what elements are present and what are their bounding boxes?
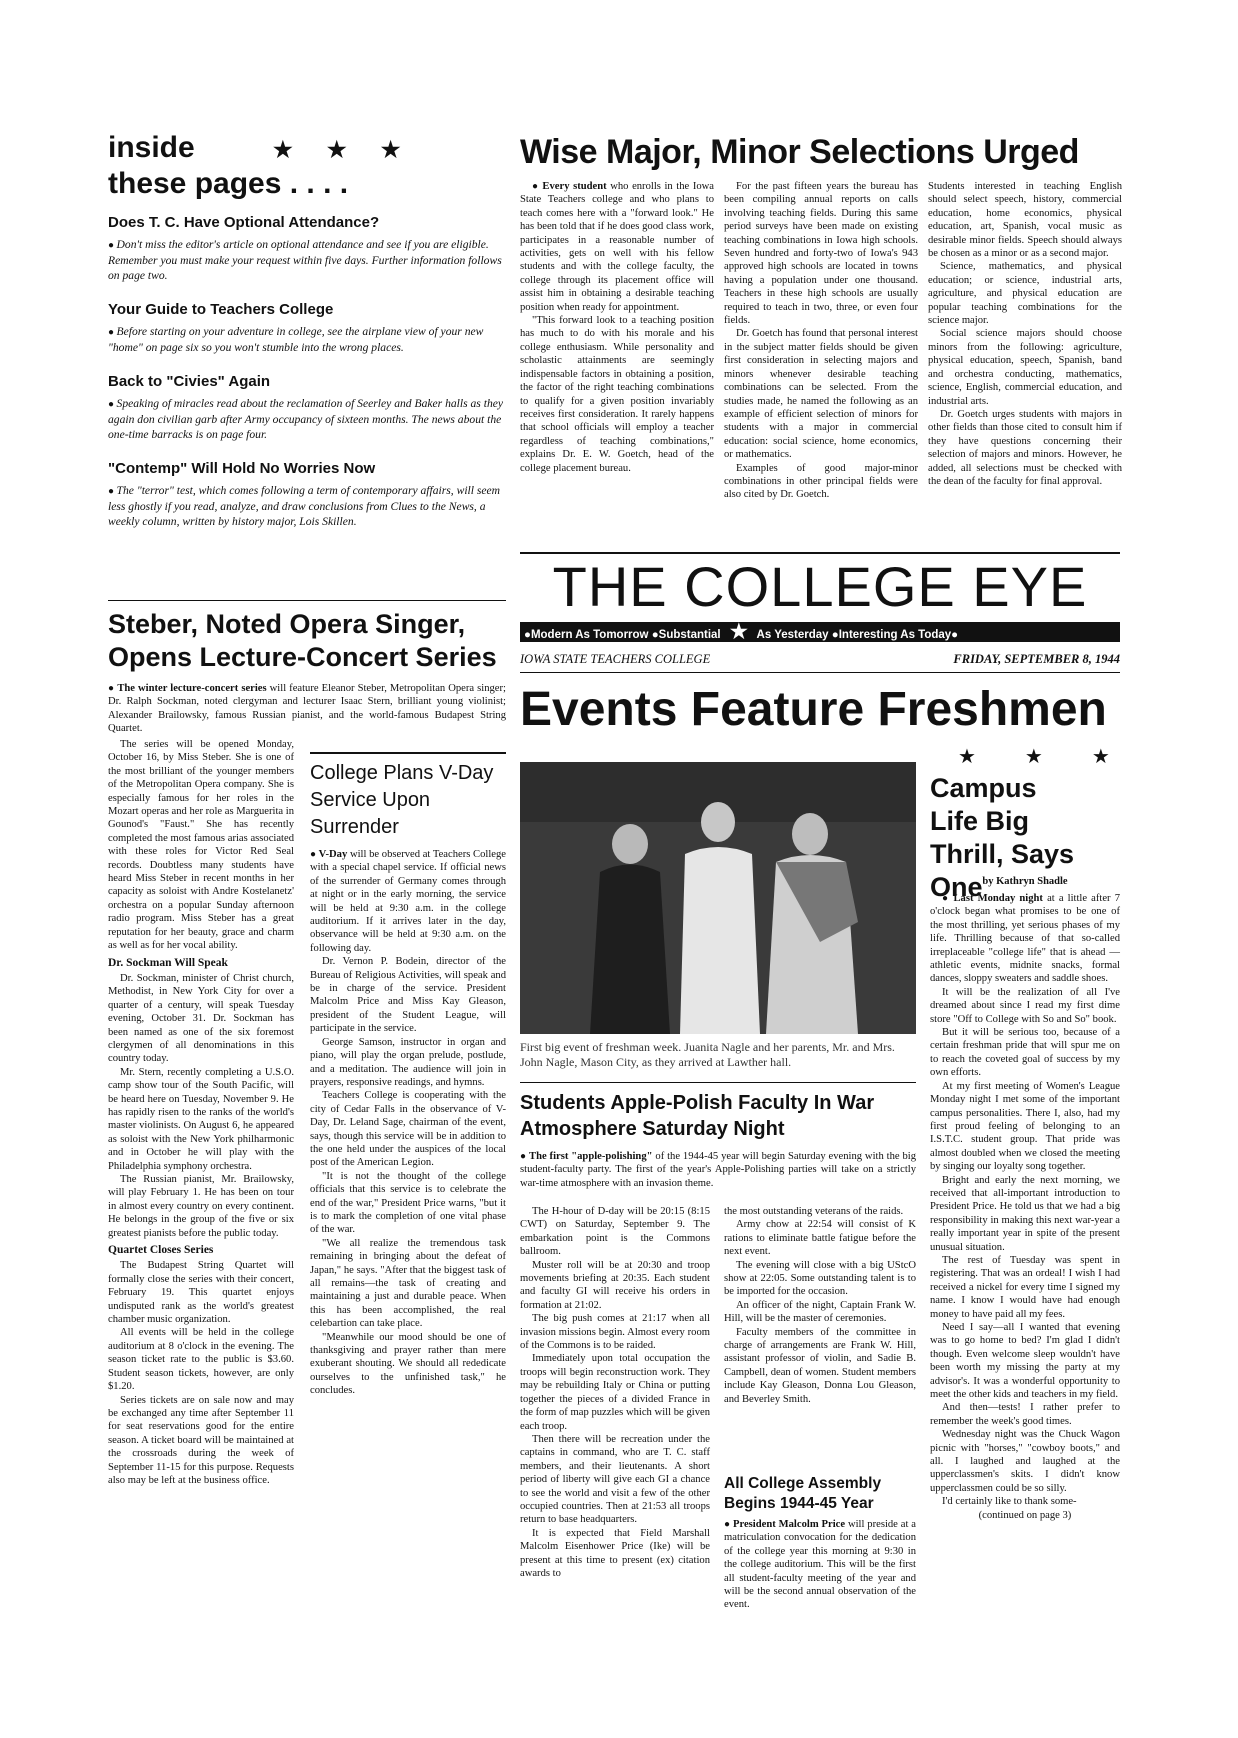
campus-p9: I'd certainly like to thank some-: [942, 1496, 1077, 1508]
inside-item-text: ● Before starting on your adventure in college, see the airplane view of your new "home" on page six so you won't stumble into the wrong places.: [108, 324, 506, 355]
apple-c2p1: the most outstanding veterans of the raids.: [724, 1206, 904, 1217]
masthead-title: THE COLLEGE EYE: [552, 555, 1088, 618]
steber-lead: [108, 682, 506, 736]
wise-col3-p2: Science, mathematics, and physical education; or science, industrial arts, agriculture, and physical education are popular teaching combinations for the science major.: [928, 261, 1122, 327]
inside-item-text: ● The "terror" test, which comes following a term of contemporary affairs, will seem less ghostly if you read, analyze, and draw conclusions from Clues to the News, a weekly column, written by history major, Lois Skillen.: [108, 483, 506, 529]
masthead-date: FRIDAY, SEPTEMBER 8, 1944: [953, 652, 1120, 666]
inside-item-heading: Back to "Civies" Again: [108, 373, 271, 390]
wise-col3-p1: Students interested in teaching English should select speech, history, commercial education, home economics, physical education, art, Spanish, vocal music as desirable minor fields. Speech should always be chosen as a minor or as a second major.: [928, 181, 1122, 260]
steber-p4: The Russian pianist, Mr. Brailowsky, will play February 1. He has been on tour in almost every country on every continent. He belongs in the group of the five or six greatest pianists before the public today.: [108, 1174, 294, 1239]
campus-byline: by Kathryn Shadle: [982, 876, 1068, 887]
wise-col-2: [724, 180, 918, 502]
apple-p4: Immediately upon total occupation the troops will begin reconstruction work. They may be rebuilding Italy or China or putting together the pieces of a divided France in the form of map puzzles which will be given each troop.: [520, 1353, 710, 1432]
wise-col-1: [520, 180, 714, 475]
assembly-lead-bold: ● President Malcolm Price: [724, 1519, 845, 1530]
steber-lead-bold: ● The winter lecture-concert series: [108, 683, 267, 694]
steber-headline: Steber, Noted Opera Singer, Opens Lecture-Concert Series: [108, 609, 497, 672]
vday-p6: "Meanwhile our mood should be one of thanksgiving and prayer rather than mere exuberant shouting. We should all rededicate ourselves to the unfinished task," he concludes.: [310, 1331, 506, 1397]
campus-body: [930, 892, 1120, 1522]
masthead-star-icon: ★: [729, 622, 748, 642]
wise-col-3: [928, 180, 1122, 488]
vday-p1: Dr. Vernon P. Bodein, director of the Bureau of Religious Activities, will speak and be in charge of the service. President Malcolm Price and Miss Kay Gleason, president of the Student League, will participate in the service.: [310, 956, 506, 1035]
wise-col3-p3: Social science majors should choose minors from the following: agriculture, physical education, speech, Spanish, band and orchestra conducting, mathematics, science, English, commercial education, and industrial arts.: [928, 328, 1122, 407]
inside-box: [108, 132, 506, 529]
vday-p3: Teachers College is cooperating with the city of Cedar Falls in the observance of V-Day, Dr. Leland Sage, chairman of the event, says, though this service will be in addition to the one held under the auspices of the local post of the American Legion.: [310, 1090, 506, 1169]
apple-p6: It is expected that Field Marshall Malcolm Eisenhower Price (Ike) will be present at this time to present (ex) citation awards to: [520, 1527, 710, 1579]
wise-col1-text: who enrolls in the Iowa State Teachers college and who plans to teach comes here with a "forward look." He has been told that if he does good class work, participates in a reasonable number of activities, gets on well with his fellow students and with the college faculty, the college through its placement office will assist him in obtaining a desirable teaching position when ready for appointment.: [520, 181, 715, 313]
inside-item-1: [108, 214, 506, 283]
inside-item-heading: Your Guide to Teachers College: [108, 301, 334, 318]
apple-headline: Students Apple-Polish Faculty In War Atmosphere Saturday Night: [520, 1092, 875, 1140]
campus-continued: (continued on page 3): [978, 1509, 1072, 1521]
wise-col2-p1: For the past fifteen years the bureau has been compiling annual reports on calls involving teaching fields. During this same period surveys have been made on existing teaching combinations in Iowa high schools. Seven hundred and forty-two of Iowa's 943 approved high schools are located in towns having a population under one thousand. Teachers in these high schools are usually required to teach in two, three, or even four fields.: [724, 181, 918, 327]
campus-p5: The rest of Tuesday was spent in registering. That was an ordeal! I wish I had received a nickel for every time I signed my name. I know I would have had enough money to have paid all my fees.: [930, 1254, 1120, 1320]
apple-p5: Then there will be recreation under the captains in command, who are T. C. staff members, and their lieutenants. A short period of liberty will give each GI a chance to see the world and visit a few of the other occupied countries. Then at 21:53 all troops return to base headquarters.: [520, 1433, 710, 1526]
apple-p2: Muster roll will be at 20:30 and troop movements briefing at 20:35. Each student and faculty GI will receive his orders in formation at 21:02.: [520, 1259, 710, 1311]
apple-lead: [520, 1150, 916, 1190]
apple-lead-text: of the 1944-45 year will begin Saturday evening with the big student-faculty party. The first of the year's Apple-Polishing parties will take on a strictly war-time atmosphere with an invasion theme.: [520, 1151, 917, 1189]
campus-p8: Wednesday night was the Chuck Wagon picnic with "horses," "cowboy boots," and all. I laughed and laughed at the upperclassmen's skits. I didn't know upperclassmen could be so silly.: [930, 1429, 1120, 1494]
assembly-headline: All College Assembly Begins 1944-45 Year: [724, 1475, 882, 1512]
masthead-motto-left: ●Modern As Tomorrow ●Substantial: [524, 629, 721, 641]
apple-p3: The big push comes at 21:17 when all invasion missions begin. Almost every room of the Commons is to be raided.: [520, 1313, 710, 1352]
campus-p4: Bright and early the next morning, we received that all-important introduction to President Price. He told us that we had a big responsibility in making this next war-year a really important year in spite of the present unusual situation.: [930, 1174, 1120, 1253]
inside-item-text: ● Speaking of miracles read about the reclamation of Seerley and Baker halls as they again don civilian garb after Army occupancy of sixteen months. The news about the one-time barracks is on page four.: [108, 396, 506, 442]
apple-c2p3: The evening will close with a big UStcO show at 22:05. Some outstanding talent is to be imported for the occasion.: [724, 1259, 916, 1298]
apple-col-2: [724, 1205, 916, 1406]
vday-p5: "We all realize the tremendous task remaining in bringing about the defeat of Japan," he says. "After that the biggest task of all remains—the task of creating and maintaining a just and durable peace. When this has been accomplished, the real celebartion can take place.: [310, 1237, 506, 1330]
inside-stars: ★ ★ ★: [273, 137, 415, 162]
apple-rule: [520, 1082, 916, 1083]
steber-col: [108, 738, 294, 1487]
wise-headline: Wise Major, Minor Selections Urged: [520, 133, 1079, 171]
steber-p3: Mr. Stern, recently completing a U.S.O. camp show tour of the South Pacific, will be heard here on Tuesday, November 9. He has rapidly risen to the ranks of the world's master violinists. On August 6, he appeared as soloist with the New York philharmonic and in October he will play with the Philadelphia symphony orchestra.: [108, 1066, 294, 1172]
masthead-motto: [520, 622, 1120, 642]
apple-col-1: [520, 1205, 710, 1580]
campus-p7: And then—tests! I rather prefer to remember the week's good times.: [930, 1402, 1120, 1427]
inside-item-2: [108, 301, 506, 355]
steber-p7: Series tickets are on sale now and may be exchanged any time after September 11 for seat reservations good for the entire season. A ticket board will be maintained at the crossroads during the week of September 11-15 for this purpose. Requests also may be left at the business office.: [108, 1394, 294, 1486]
apple-c2p2: Army chow at 22:54 will consist of K rations to eliminate battle fatigue before the next event.: [724, 1219, 916, 1258]
wise-col3-p4: Dr. Goetch urges students with majors in other fields than those cited to consult him if they have questions concerning their selection of majors and minors. However, he added, all selections must be checked with the dean of the faculty for final approval.: [928, 408, 1122, 487]
campus-lead-bold: ● Last Monday night: [942, 893, 1043, 904]
masthead-motto-right: As Yesterday ●Interesting As Today●: [756, 629, 959, 641]
inside-item-heading: "Contemp" Will Hold No Worries Now: [108, 460, 376, 477]
vday-headline: College Plans V-Day Service Upon Surrender: [310, 762, 494, 838]
inside-title-line2: these pages . . . .: [108, 167, 349, 200]
assembly-lead-text: will preside at a matriculation convocation for the dedication of the college year this morning at 9:30 in the college auditorium. This will be the first all student-faculty meeting of the year and will be the second annual observation of the event.: [724, 1519, 916, 1611]
freshman-photo-figures: [520, 762, 916, 1034]
apple-lead-bold: ● The first "apple-polishing": [520, 1151, 653, 1162]
steber-rule: [108, 600, 506, 601]
wise-lead-bold: ● Every student: [532, 181, 607, 192]
campus-p2: But it will be serious too, because of a certain freshman pride that will spur me on to reach the coveted goal of success by my own efforts.: [930, 1027, 1120, 1079]
events-headline: Events Feature Freshmen: [520, 683, 1107, 736]
vday-lead-bold: ● V-Day: [310, 849, 347, 860]
wise-col2-p3: Examples of good major-minor combinations in other principal fields were also cited by Dr. Goetch.: [724, 462, 918, 501]
inside-title-line1: inside: [108, 131, 195, 164]
campus-p6: Need I say—all I wanted that evening was to go home to bed? I'm glad I didn't though. Even welcome sleep wouldn't have been worth my missing the party at my advisor's. It was a wonderful opportunity to meet the other kids and teachers in my field.: [930, 1322, 1120, 1401]
masthead-rule-bottom: [520, 672, 1120, 673]
vday-body: [310, 848, 506, 1398]
steber-lead-text: will feature Eleanor Steber, Metropolitan Opera singer; Dr. Ralph Sockman, noted clergyman and lecturer Isaac Stern, brilliant young violinist; Alexander Brailowsky, famous Russian pianist, and the world-famous Budapest String Quartet.: [108, 683, 506, 735]
campus-headline: Campus Life Big Thrill, Says One: [930, 773, 1075, 902]
inside-title: [108, 132, 506, 166]
freshman-photo: [520, 762, 916, 1034]
steber-p2: Dr. Sockman, minister of Christ church, Methodist, in New York City for over a quarter of a century, will speak Tuesday evening, October 31. Dr. Sockman has been named as one of the six foremost clergymen of all denominations in this country today.: [108, 972, 294, 1065]
freshman-photo-caption: First big event of freshman week. Juanita Nagle and her parents, Mr. and Mrs. John Nagle, Mason City, as they arrived at Lawther hall.: [520, 1040, 895, 1069]
steber-p6: All events will be held in the college auditorium at 8 o'clock in the evening. The season ticket rate to the public is $3.60. Student season tickets, however, are only $1.20.: [108, 1327, 294, 1393]
apple-c2p4: An officer of the night, Captain Frank W. Hill, will be the master of ceremonies.: [724, 1299, 916, 1325]
inside-item-heading: Does T. C. Have Optional Attendance?: [108, 214, 380, 231]
inside-item-3: [108, 373, 506, 442]
wise-col1-p2: "This forward look to a teaching position has much to do with his morale and his college enthusiasm. While personality and scholastic attainments are seemingly indispensable factors in obtaining a position, the factor of the right teaching combinations to qualify for a given position invariably receives first consideration. It rarely happens that school officials will employ a teacher regardless of teaching combinations," explains Dr. E. W. Goetch, head of the college placement bureau.: [520, 315, 714, 474]
steber-p5: The Budapest String Quartet will formally close the series with their concert, February 19. This quartet enjoys undisputed rank as the world's greatest chamber music organization.: [108, 1260, 294, 1326]
masthead-rule-top: [520, 552, 1120, 554]
apple-p1: The H-hour of D-day will be 20:15 (8:15 CWT) on Saturday, September 9. The embarkation point is the Commons ballroom.: [520, 1206, 710, 1258]
vday-lead-text: will be observed at Teachers College with a special chapel service. If official news of the surrender of Germany comes through at night or in the early morning, the service will be held at 9:30 a.m. in the college auditorium. If it arrives later in the day, observance will be held at 9:30 a.m. on the following day.: [310, 849, 506, 954]
wise-col2-p2: Dr. Goetch has found that personal interest in the subject matter fields should be given first consideration in selecting majors and minors whenever desirable teaching combinations can be selected. From the studies made, he named the following as an example of efficient selection of minors for students with a major in commercial education: social science, home economics, or mathematics.: [724, 328, 918, 461]
events-stars: ★ ★ ★: [958, 746, 1132, 768]
campus-lead: at a little after 7 o'clock began what promises to be one of the most thrilling, yet serious phases of my life. Thrilling because of that so-called irreplaceable "college life" that is ahead — athletic events, midnite snacks, formal dances, sloppy sweaters and saddle shoes.: [930, 893, 1120, 985]
vday-rule: [310, 752, 506, 754]
steber-p1: The series will be opened Monday, October 16, by Miss Steber. She is one of the most brilliant of the younger members of the Metropolitan Opera company. She is especially famous for her roles in the Mozart operas and her role as Marguerita in Gounod's "Faust." She has recently completed the most famous arias associated with these roles for Victor Red Seal records. Doubtless many students have heard Miss Steber in recent months in her capacity as soloist with Andre Kostelanetz' orchestra on a popular Sunday afternoon radio program. Miss Steber has a great reputation for her beauty, grace and charm as well as for her vocal ability.: [108, 739, 295, 952]
campus-p3: At my first meeting of Women's League Monday night I met some of the important campus personalities. There I, also, had my first proud feeling of belonging to an I.S.T.C. student group. That pride was almost doubled when we closed the meeting by singing our loyalty song together.: [930, 1080, 1120, 1173]
masthead-school: IOWA STATE TEACHERS COLLEGE: [520, 652, 711, 666]
steber-subhead-sockman: Dr. Sockman Will Speak: [108, 956, 228, 969]
vday-p4: "It is not the thought of the college officials that this service is to celebrate the end of the war," President Price warns, "but it is to mark the completion of one vital phase of the war.: [310, 1170, 506, 1236]
vday-p2: George Samson, instructor in organ and piano, will play the organ prelude, postlude, and a meditation. The audience will join in prayers, responsive readings, and hymns.: [310, 1036, 506, 1088]
steber-subhead-quartet: Quartet Closes Series: [108, 1244, 214, 1257]
assembly-body: [724, 1518, 916, 1612]
inside-item-4: [108, 460, 506, 529]
campus-p1: It will be the realization of all I've dreamed about since I read my first dime store "Off to College with So and So" book.: [930, 986, 1120, 1025]
apple-c2p5: Faculty members of the committee in charge of arrangements are Frank W. Hill, assistant professor of violin, and Sadie B. Campbell, dean of women. Student members include Kay Gleason, Donna Lou Gleason, and Beverley Smith.: [724, 1326, 916, 1405]
inside-item-text: ● Don't miss the editor's article on optional attendance and see if you are eligible. Remember you must make your request within five days. Further information follows on page two.: [108, 237, 506, 283]
